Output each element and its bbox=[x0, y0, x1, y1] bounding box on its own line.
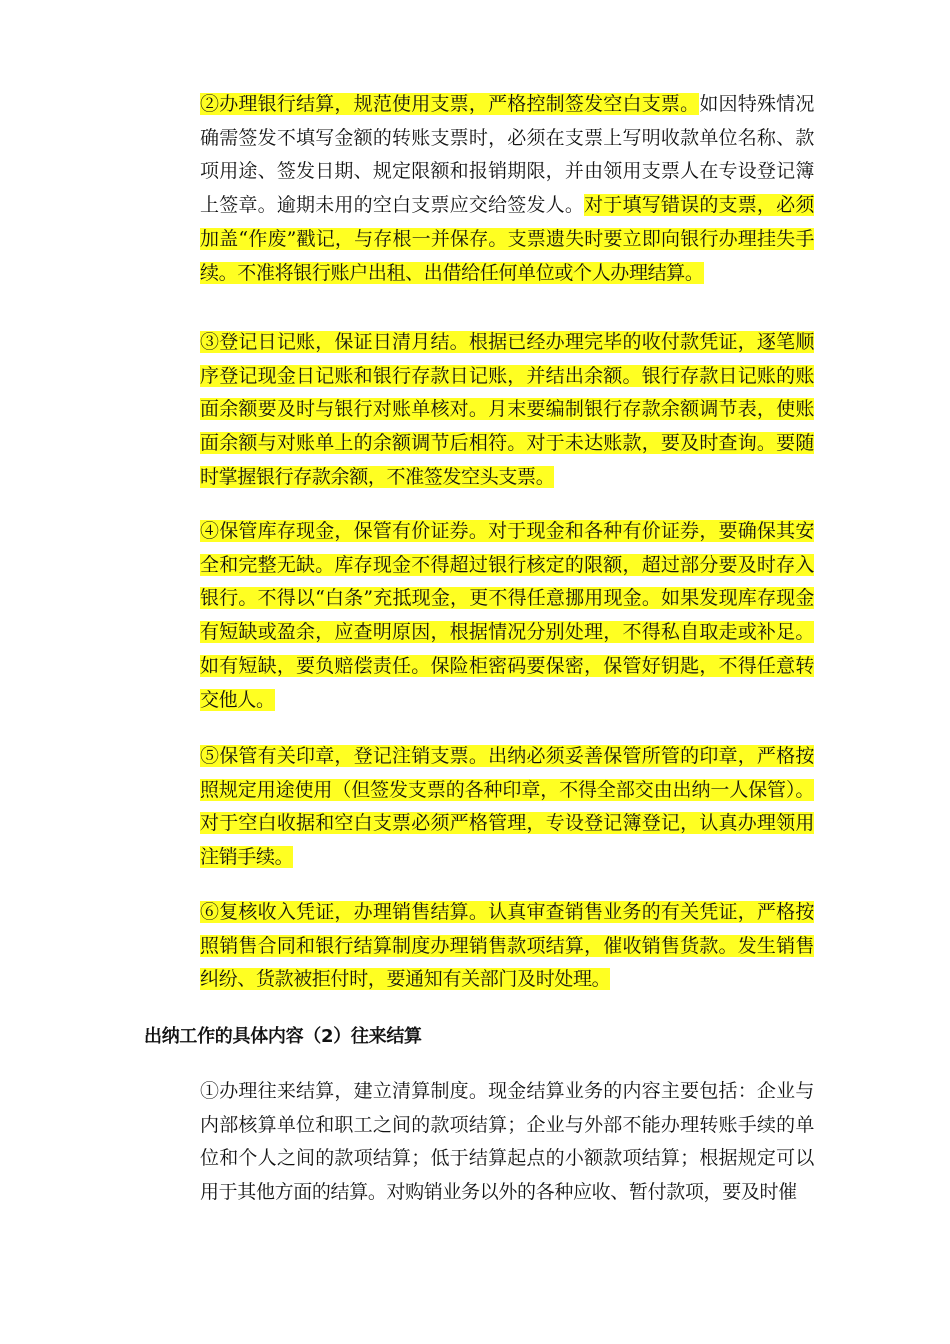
paragraph-5 bbox=[200, 740, 814, 875]
highlight-segment: ②办理银行结算，规范使用支票，严格控制签发空白支票。 bbox=[200, 93, 700, 115]
paragraph-2 bbox=[200, 88, 814, 290]
plain-segment: ①办理往来结算，建立清算制度。现金结算业务的内容主要包括：企业与内部核算单位和职工之间的款项结算；企业与外部不能办理转账手续的单位和个人之间的款项结算；低于结算起点的小额款项结算；根据规定可以用于其他方面的结算。对购销业务以外的各种应收、暂付款项，要及时催 bbox=[200, 1080, 814, 1204]
paragraph-3 bbox=[200, 326, 814, 495]
plain-segment: 如因特殊情况确需签发不填写金额的转账支票时，必须在支票上写明收款单位名称、款项用途、签发日期、规定限额和报销期限，并由领用支票人在专设登记簿上签章。逾期未用的空白支票应交给签发人。 bbox=[200, 93, 815, 217]
paragraph-4 bbox=[200, 515, 814, 717]
highlight-segment: 对于填写错误的支票，必须加盖“作废”戳记，与存根一并保存。支票遗失时要立即向银行办理挂失手续。不准将银行账户出租、出借给任何单位或个人办理结算。 bbox=[200, 194, 814, 284]
highlight-segment: ③登记日记账，保证日清月结。根据已经办理完毕的收付款凭证，逐笔顺序登记现金日记账和银行存款日记账，并结出余额。银行存款日记账的账面余额要及时与银行对账单核对。月末要编制银行存款余额调节表，使账面余额与对账单上的余额调节后相符。对于未达账款，要及时查询。要随时掌握银行存款余额，不准签发空头支票。 bbox=[200, 331, 814, 488]
paragraph-7 bbox=[200, 1075, 814, 1210]
highlight-segment: ④保管库存现金，保管有价证券。对于现金和各种有价证券，要确保其安全和完整无缺。库存现金不得超过银行核定的限额，超过部分要及时存入银行。不得以“白条”充抵现金，更不得任意挪用现金。如果发现库存现金有短缺或盈余，应查明原因，根据情况分别处理，不得私自取走或补足。如有短缺，要负赔偿责任。保险柜密码要保密，保管好钥匙，不得任意转交他人。 bbox=[200, 520, 814, 711]
highlight-segment: ⑥复核收入凭证，办理销售结算。认真审查销售业务的有关凭证，严格按照销售合同和银行结算制度办理销售款项结算，催收销售货款。发生销售纠纷、货款被拒付时，要通知有关部门及时处理。 bbox=[200, 901, 814, 991]
paragraph-6 bbox=[200, 896, 814, 997]
highlight-segment: ⑤保管有关印章，登记注销支票。出纳必须妥善保管所管的印章，严格按照规定用途使用（但签发支票的各种印章，不得全部交由出纳一人保管）。对于空白收据和空白支票必须严格管理，专设登记簿登记，认真办理领用注销手续。 bbox=[200, 745, 814, 869]
section-heading: 出纳工作的具体内容（2）往来结算 bbox=[144, 1026, 422, 1047]
